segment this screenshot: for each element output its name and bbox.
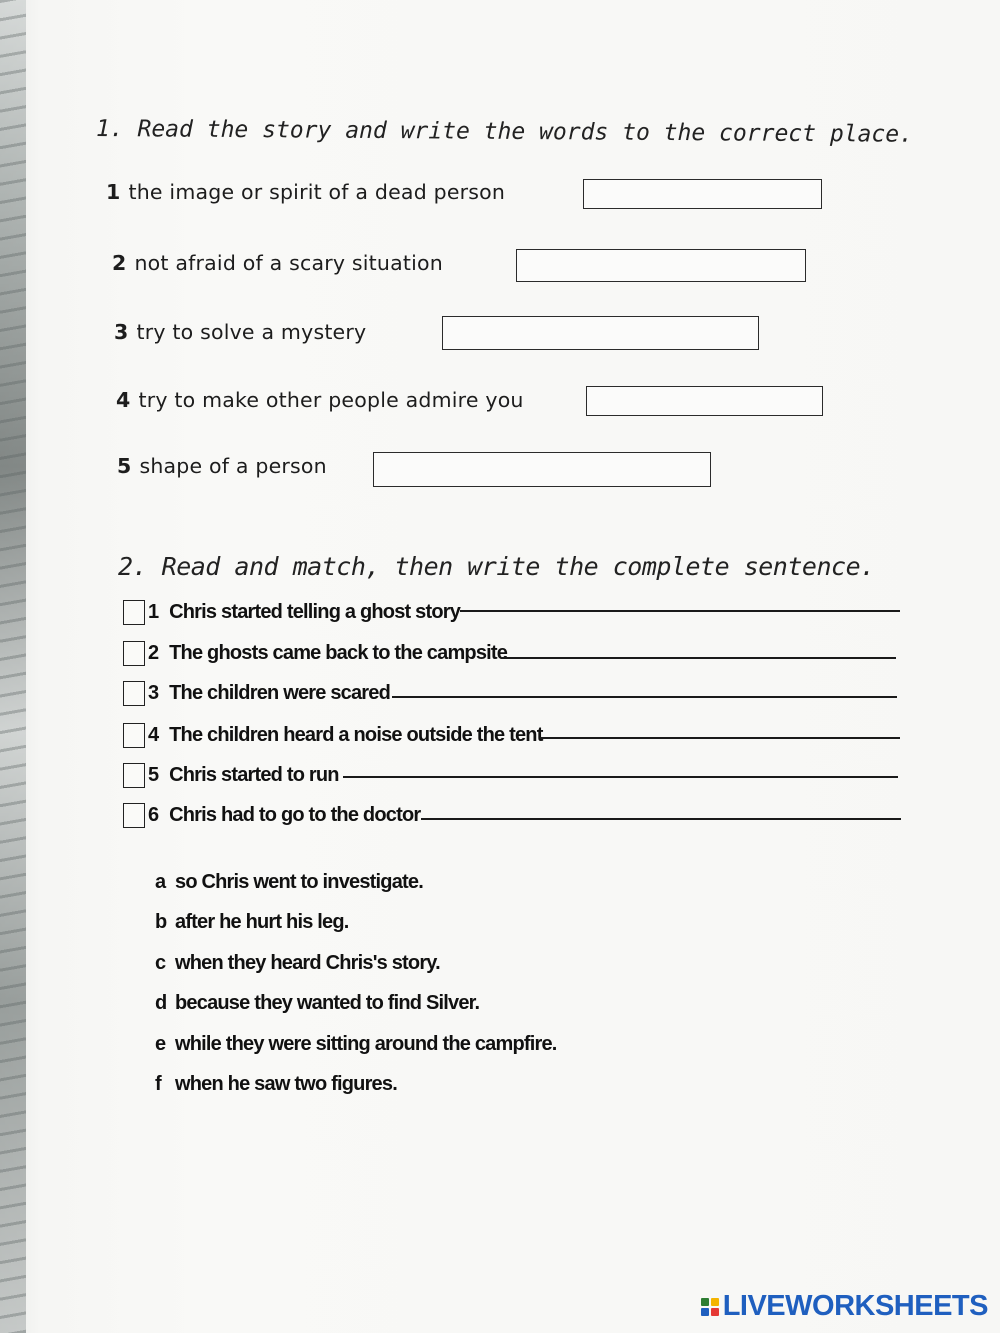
definition-item-1: [106, 180, 505, 204]
answer-box-2[interactable]: [516, 249, 806, 282]
match-sentence-start: Chris started telling a ghost story: [169, 600, 461, 623]
liveworksheets-watermark: [701, 1290, 988, 1323]
match-number: 5: [148, 763, 160, 786]
match-sentence-start: Chris had to go to the doctor: [169, 803, 421, 826]
match-sentence-start: The children were scared: [169, 681, 391, 704]
section1-heading: 1. Read the story and write the words to the correct place.: [95, 116, 914, 148]
ending-text: so Chris went to investigate.: [175, 871, 423, 893]
write-line-5[interactable]: [343, 776, 898, 778]
match-sentence-start: Chris started to run: [169, 763, 339, 786]
definition-number: 4: [116, 388, 131, 412]
ending-item-b: [155, 911, 349, 934]
match-checkbox-4[interactable]: [123, 723, 145, 748]
answer-box-5[interactable]: [373, 452, 711, 487]
match-checkbox-1[interactable]: [123, 600, 145, 625]
match-number: 1: [148, 600, 160, 623]
match-checkbox-2[interactable]: [123, 641, 145, 666]
answer-box-4[interactable]: [586, 386, 823, 416]
definition-text: the image or spirit of a dead person: [128, 180, 506, 204]
match-row-1: [123, 598, 460, 626]
match-row-3: [123, 679, 390, 707]
match-number: 4: [148, 723, 160, 746]
ending-letter: e: [155, 1033, 166, 1055]
definition-item-2: [112, 251, 443, 275]
definition-item-4: [116, 388, 524, 412]
answer-box-3[interactable]: [442, 316, 759, 350]
ending-item-c: [155, 952, 440, 975]
ending-letter: a: [155, 871, 166, 893]
match-checkbox-3[interactable]: [123, 681, 145, 706]
match-row-4: [123, 721, 543, 749]
write-line-2[interactable]: [501, 657, 896, 659]
match-row-5: [123, 761, 339, 789]
definition-number: 3: [114, 320, 129, 344]
write-line-6[interactable]: [421, 818, 901, 820]
write-line-4[interactable]: [540, 737, 900, 739]
definition-text: try to make other people admire you: [138, 388, 524, 412]
match-number: 2: [148, 641, 160, 664]
definition-item-3: [114, 320, 366, 344]
ending-item-f: [155, 1073, 397, 1096]
ending-text: after he hurt his leg.: [175, 911, 349, 933]
write-line-3[interactable]: [392, 696, 897, 698]
match-sentence-start: The children heard a noise outside the tent: [169, 723, 543, 746]
match-sentence-start: The ghosts came back to the campsite: [169, 641, 508, 664]
decorative-border: [0, 0, 26, 1333]
definition-number: 2: [112, 251, 127, 275]
ending-text: because they wanted to find Silver.: [175, 992, 480, 1014]
liveworksheets-logo-icon: [701, 1298, 719, 1316]
write-line-1[interactable]: [460, 610, 900, 612]
ending-item-e: [155, 1033, 557, 1056]
match-number: 3: [148, 681, 160, 704]
ending-item-d: [155, 992, 479, 1015]
section2-heading: 2. Read and match, then write the complete sentence.: [118, 552, 875, 581]
answer-box-1[interactable]: [583, 179, 822, 209]
ending-text: while they were sitting around the campfire.: [175, 1033, 557, 1055]
ending-letter: c: [155, 952, 166, 974]
match-checkbox-6[interactable]: [123, 803, 145, 828]
definition-item-5: [117, 454, 327, 478]
watermark-text: LIVEWORKSHEETS: [722, 1290, 988, 1322]
ending-letter: b: [155, 911, 167, 933]
ending-item-a: [155, 871, 423, 894]
definition-number: 5: [117, 454, 132, 478]
definition-text: not afraid of a scary situation: [134, 251, 443, 275]
definition-text: shape of a person: [139, 454, 327, 478]
ending-text: when he saw two figures.: [175, 1073, 397, 1095]
ending-letter: d: [155, 992, 167, 1014]
match-number: 6: [148, 803, 160, 826]
definition-text: try to solve a mystery: [136, 320, 367, 344]
match-checkbox-5[interactable]: [123, 763, 145, 788]
definition-number: 1: [106, 180, 121, 204]
match-row-6: [123, 801, 420, 829]
ending-letter: f: [155, 1073, 161, 1095]
match-row-2: [123, 639, 507, 667]
ending-text: when they heard Chris's story.: [175, 952, 440, 974]
